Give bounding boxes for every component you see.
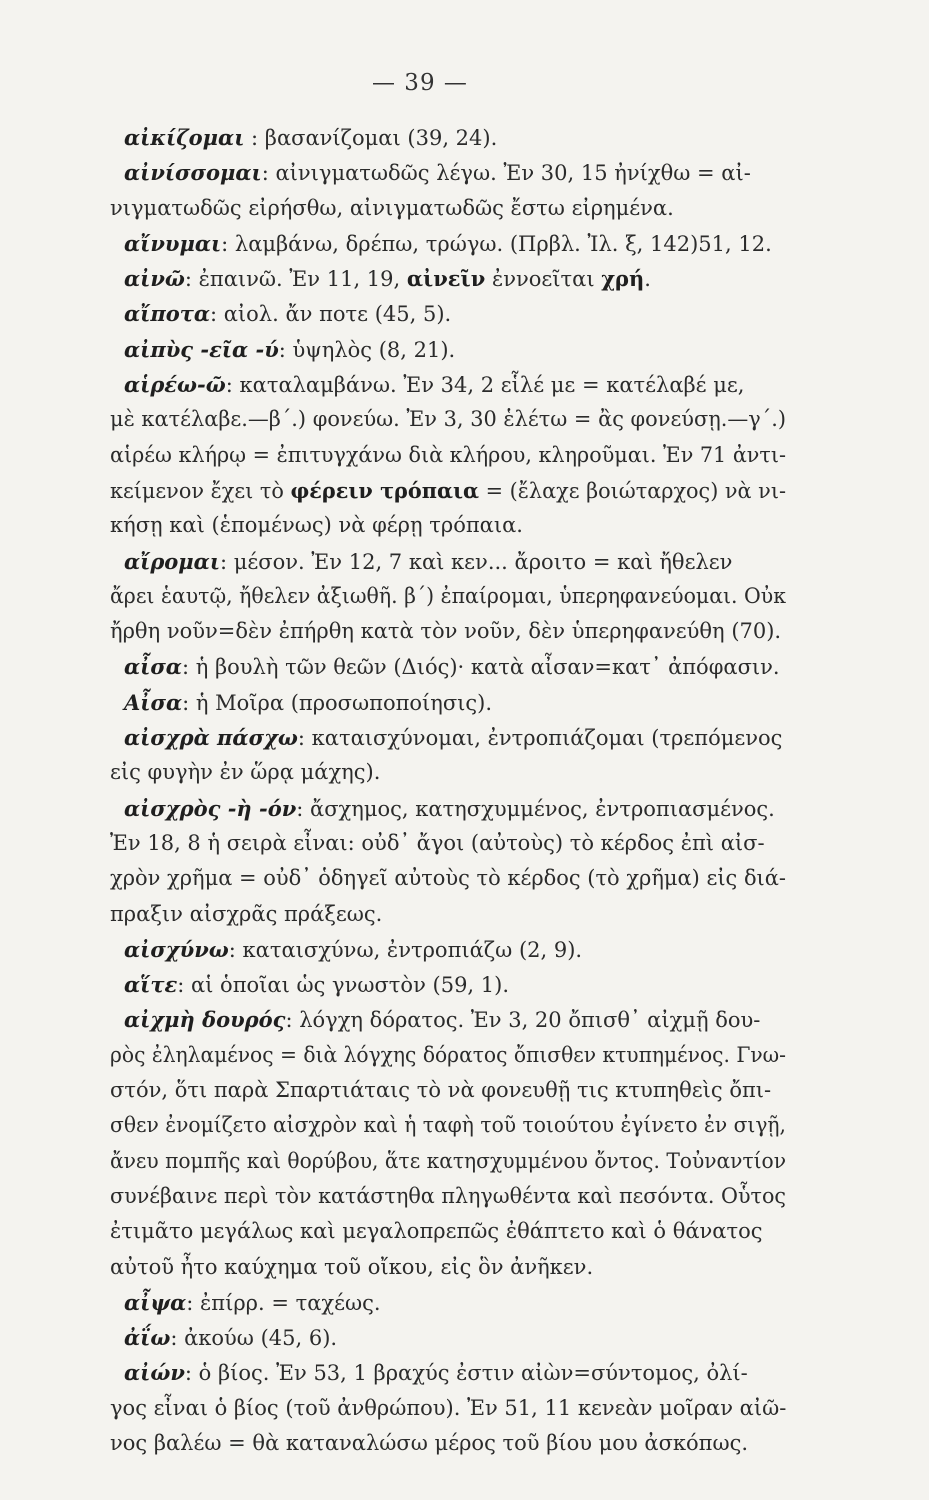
definition-text: συνέβαινε περὶ τὸν κατάστηθα πληγωθέντα καὶ πεσόντα. Οὗτος [110,1183,786,1208]
headword: αἰών [124,1360,185,1386]
text-line [110,1144,786,1179]
headword: ἀΐω [124,1325,171,1351]
text-line [110,755,786,790]
text-line [110,826,786,861]
text-line [110,1426,786,1461]
headword: αἴποτα [124,301,210,327]
definition-text: ἄρει ἑαυτῷ, ἤθελεν ἀξιωθῆ. β΄) ἐπαίρομαι, ὑπερηφανεύομαι. Οὐκ [110,583,786,608]
text-line [110,1285,786,1320]
definition-text: : ἐπαινῶ. Ἐν 11, 19, [184,267,407,292]
text-line [110,685,786,720]
definition-text: : μέσον. Ἐν 12, 7 καὶ κεν... ἄροιτο = καὶ ἤθελεν [220,549,733,574]
text-line [110,1108,786,1143]
text-line [110,861,786,896]
definition-text: ἄνευ πομπῆς καὶ θορύβου, ἅτε κατησχυμμένου ὄντος. Τοὐναντίον [110,1148,786,1173]
text-line [110,720,786,755]
headword: αἰσχρὰ πάσχω [124,725,298,751]
text-line [110,1179,786,1214]
text-line [110,296,786,331]
definition-text: εἰς φυγὴν ἐν ὥρᾳ μάχης). [110,760,381,785]
definition-text: αὐτοῦ ἦτο καύχημα τοῦ οἴκου, εἰς ὃν ἀνῆκεν. [110,1254,594,1279]
text-line [110,508,786,543]
headword: αἵτε [124,972,178,998]
headword: Αἶσα [124,689,183,715]
emphasized-term: χρή [601,266,645,292]
definition-text: χρὸν χρῆμα = οὐδ᾽ ὁδηγεῖ αὐτοὺς τὸ κέρδος (τὸ χρῆμα) εἰς διά- [110,866,786,891]
definition-text: μὲ κατέλαβε.—β΄.) φονεύω. Ἐν 3, 30 ἑλέτω = ἂς φονεύσῃ.—γ΄.) [110,407,786,432]
emphasized-term: αἰνεῖν [406,266,486,292]
text-line [110,438,786,473]
emphasized-term: φέρειν τρόπαια [290,477,480,503]
definition-text: : αἱ ὁποῖαι ὡς γνωστὸν (59, 1). [177,973,510,998]
definition-text: αἱρέω κλήρῳ = ἐπιτυγχάνω διὰ κλήρου, κληροῦμαι. Ἐν 71 ἀντι- [110,442,786,467]
headword: αἶσα [124,654,182,680]
text-line [110,932,786,967]
text-line [110,120,786,155]
definition-text: : ἐπίρρ. = ταχέως. [186,1290,381,1315]
text-line [110,261,786,296]
definition-text: : ἄσχημος, κατησχυμμένος, ἐντροπιασμένος. [296,796,775,821]
definition-text: : αἰολ. ἄν ποτε (45, 5). [210,302,452,327]
definition-text: Ἐν 18, 8 ἡ σειρὰ εἶναι: οὐδ᾽ ἄγοι (αὐτοὺς) τὸ κέρδος ἐπὶ αἰσ- [110,830,765,855]
definition-text: : λαμβάνω, δρέπω, τρώγω. (Πρβλ. Ἰλ. ξ, 142)51, 12. [221,231,772,256]
definition-text: = (ἔλαχε βοιώταρχος) νὰ νι- [479,478,786,503]
headword: αἰκίζομαι [124,125,245,150]
definition-text: ἐννοεῖται [485,267,602,292]
text-line [110,1391,786,1426]
headword: αἰσχύνω [124,936,229,962]
text-line [110,791,786,826]
headword: αἰχμὴ δουρός [124,1007,286,1033]
definition-text: σθεν ἐνομίζετο αἰσχρὸν καὶ ἡ ταφὴ τοῦ τοιούτου ἐγίνετο ἐν σιγῇ, [110,1113,786,1138]
text-line [110,402,786,437]
headword: αἰσχρὸς -ὴ -όν [124,795,297,821]
headword: αἶψα [124,1289,187,1315]
text-line [110,1320,786,1355]
text-line [110,579,786,614]
text-line [110,226,786,261]
headword: αἰνῶ [124,266,185,292]
definition-text: : ὑψηλὸς (8, 21). [278,337,456,362]
text-line [110,1073,786,1108]
definition-text: : λόγχη δόρατος. Ἐν 3, 20 ὄπισθ᾽ αἰχμῇ δου- [285,1008,761,1033]
definition-text: γος εἶναι ὁ βίος (τοῦ ἀνθρώπου). Ἐν 51, 11 κενεὰν μοῖραν αἰῶ- [110,1395,787,1420]
text-line [110,649,786,684]
definition-text: ρὸς ἐληλαμένος = διὰ λόγχης δόρατος ὄπισθεν κτυπημένος. Γνω- [110,1042,786,1067]
definition-text: : αἰνιγματωδῶς λέγω. Ἐν 30, 15 ἠνίχθω = αἰ- [261,161,751,186]
definition-text: : ὁ βίος. Ἐν 53, 1 βραχύς ἐστιν αἰὼν=σύντομος, ὀλί- [184,1361,748,1386]
text-line [110,544,786,579]
text-line [110,614,786,649]
text-line [110,473,786,508]
definition-text: : ἡ Μοῖρα (προσωποποίησις). [182,690,493,715]
definition-text: νος βαλέω = θὰ καταναλώσω μέρος τοῦ βίου μου ἀσκόπως. [110,1430,749,1455]
definition-text: : ἡ βουλὴ τῶν θεῶν (Διός)· κατὰ αἶσαν=κατ᾽ ἀπόφασιν. [181,655,780,680]
headword: αἱρέω-ῶ [124,372,226,398]
definition-text: στόν, ὅτι παρὰ Σπαρτιάταις τὸ νὰ φονευθῇ τις κτυπηθεὶς ὄπι- [110,1078,772,1103]
text-line [110,967,786,1002]
definition-text: κείμενον ἔχει τὸ [110,478,291,503]
text-line [110,1038,786,1073]
definition-text: : καταισχύνομαι, ἐντροπιάζομαι (τρεπόμενος [297,726,783,751]
definition-text: ἤρθη νοῦν=δὲν ἐπήρθη κατὰ τὸν νοῦν, δὲν ὑπερηφανεύθη (70). [110,619,782,644]
text-line [110,1002,786,1037]
text-line [110,897,786,932]
text-line [110,332,786,367]
headword: αἰνίσσομαι [124,160,262,186]
headword: αἴνυμαι [124,230,222,256]
text-line [110,1214,786,1249]
text-line [110,1355,786,1390]
definition-text: κήσῃ καὶ (ἑπομένως) νὰ φέρῃ τρόπαια. [110,513,523,538]
definition-text: : καταισχύνω, ἐντροπιάζω (2, 9). [228,937,583,962]
text-line [110,155,786,190]
text-line [110,191,786,226]
definition-text: νιγματωδῶς εἰρήσθω, αἰνιγματωδῶς ἔστω εἰρημένα. [110,195,674,220]
headword: αἰπὺς -εῖα -ύ [124,336,279,362]
definition-text: : ἀκούω (45, 6). [170,1326,338,1351]
definition-text: : βασανίζομαι (39, 24). [244,126,498,150]
page-number: — 39 — [372,70,468,96]
headword: αἴρομαι [124,548,220,574]
text-line [110,1250,786,1285]
definition-text: ἐτιμᾶτο μεγάλως καὶ μεγαλοπρεπῶς ἐθάπτετο καὶ ὁ θάνατος [110,1219,763,1244]
definition-text: πραξιν αἰσχρᾶς πράξεως. [110,901,383,926]
definition-text: : καταλαμβάνω. Ἐν 34, 2 εἷλέ με = κατέλαβέ με, [225,373,745,398]
definition-text: . [644,267,651,292]
dictionary-text [110,120,786,1461]
text-line [110,367,786,402]
